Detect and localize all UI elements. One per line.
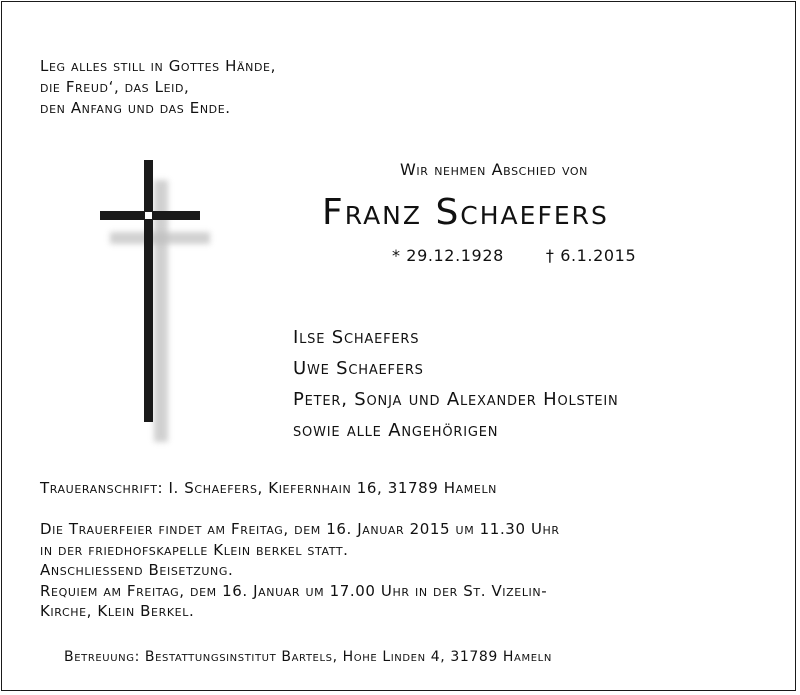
verse-line-2: die Freud‘, das Leid, <box>40 78 190 96</box>
mourning-address: Traueranschrift: I. Schaefers, Kiefernhain 16, 31789 Hameln <box>40 479 498 497</box>
mourner-2: Uwe Schaefers <box>293 358 424 379</box>
death-date: † 6.1.2015 <box>545 246 637 265</box>
service-line-2: in der friedhofskapelle Klein berkel statt. <box>40 540 349 559</box>
cross-icon <box>98 160 208 450</box>
funeral-home: Betreuung: Bestattungsinstitut Bartels, Hohe Linden 4, 31789 Hameln <box>64 649 552 665</box>
birth-date: * 29.12.1928 <box>392 246 504 265</box>
life-dates <box>392 246 636 265</box>
service-line-3: Anschliessend Beisetzung. <box>40 561 234 579</box>
mourner-3: Peter, Sonja und Alexander Holstein <box>293 389 619 410</box>
deceased-name: Franz Schaefers <box>322 192 609 233</box>
service-line-5: Kirche, Klein Berkel. <box>40 602 195 620</box>
service-line-4: Requiem am Freitag, dem 16. Januar um 17.00 Uhr in der St. Vizelin- <box>40 581 548 600</box>
farewell-intro: Wir nehmen Abschied von <box>400 160 589 179</box>
service-details <box>40 519 560 622</box>
mourner-1: Ilse Schaefers <box>293 327 420 348</box>
obituary-notice <box>1 1 796 691</box>
verse-line-1: Leg alles still in Gottes Hände, <box>40 57 276 75</box>
verse <box>40 56 276 119</box>
mourners-list <box>293 322 619 446</box>
service-line-1: Die Trauerfeier findet am Freitag, dem 16. Januar 2015 um 11.30 Uhr <box>40 520 560 538</box>
mourner-4: sowie alle Angehörigen <box>293 420 499 441</box>
verse-line-3: den Anfang und das Ende. <box>40 99 231 117</box>
